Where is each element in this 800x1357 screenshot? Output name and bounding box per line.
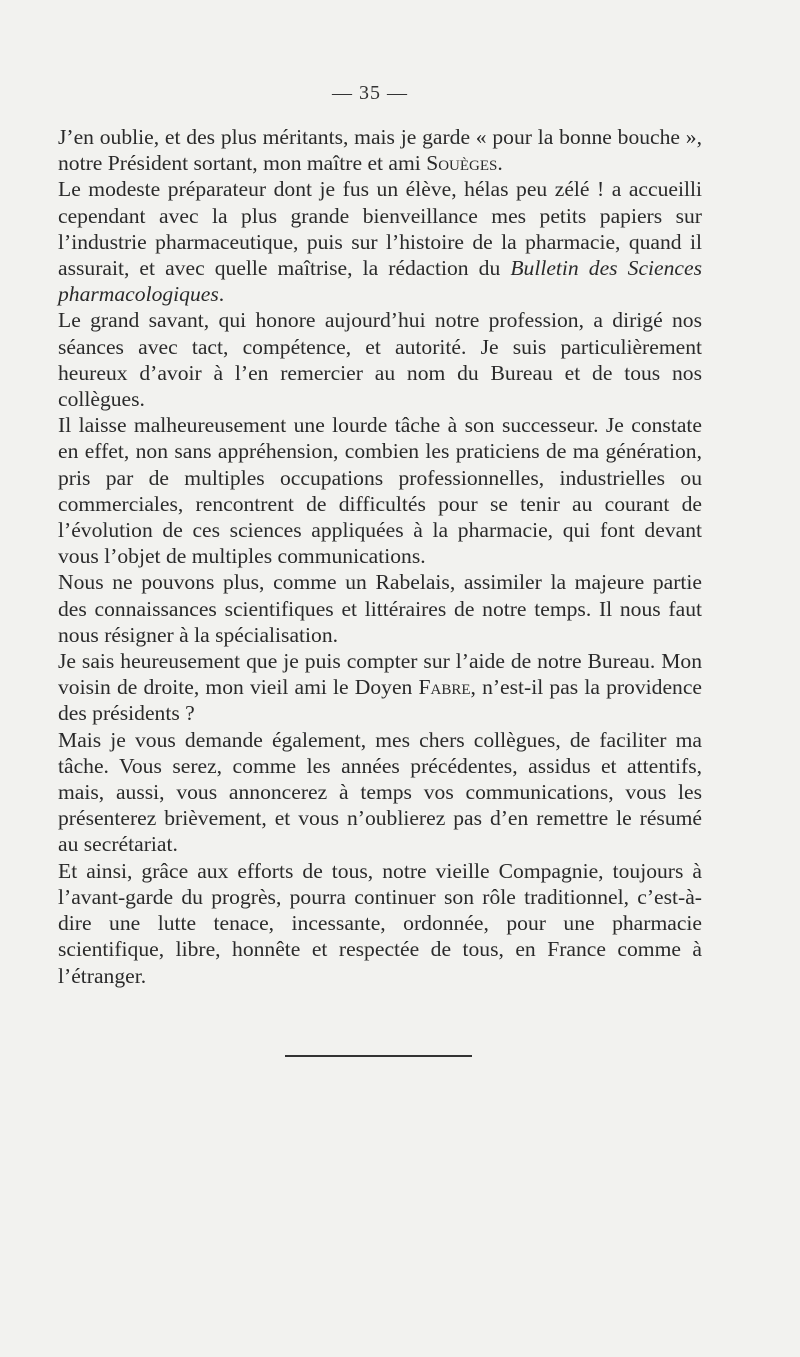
paragraph-8: Et ainsi, grâce aux efforts de tous, notre vieille Compagnie, toujours à l’avant-garde du progrès, pourra continuer son rôle traditionnel, c’est-à-dire une lutte tenace, incessante, ordonnée, pour une pharmacie scientifique, libre, honnête et respectée de tous, en France comme à l’étranger. <box>58 858 702 988</box>
body-text <box>58 124 702 989</box>
paragraph-6-end: , n’est-il pas la providence des présidents ? <box>58 675 702 726</box>
publication-title: Bulletin des Sciences pharmacologiques <box>58 256 702 307</box>
paragraph-2-text: Le modeste préparateur dont je fus un élève, hélas peu zélé ! a accueilli cependant avec la plus grande bienveillance mes petits papiers sur l’industrie pharmaceutique, puis sur l’histoire de la pharmacie, quand il assurait, et avec quelle maîtrise, la rédaction du <box>58 177 702 281</box>
paragraph-7: Mais je vous demande également, mes chers collègues, de faciliter ma tâche. Vous serez, comme les années précédentes, assidus et attentifs, mais, aussi, vous annoncerez à temps vos communications, vous les présenterez brièvement, et vous n’oublierez pas d’en remettre le résumé au secrétariat. <box>58 727 702 857</box>
paragraph-2 <box>58 176 702 307</box>
paragraph-2-end: . <box>218 282 225 307</box>
paragraph-1-end: . <box>497 151 503 176</box>
paragraph-6 <box>58 648 702 727</box>
end-rule <box>285 1055 472 1057</box>
paragraph-4: Il laisse malheureusement une lourde tâche à son successeur. Je constate en effet, non sans appréhension, combien les praticiens de ma génération, pris par de multiples occupations professionnelles, industrielles ou commerciales, rencontrent de difficultés pour se tenir au courant de l’évolution de ces sciences appliquées à la pharmacie, qui font devant vous l’objet de multiples communications. <box>58 413 702 569</box>
paragraph-6-text: Je sais heureusement que je puis compter sur l’aide de notre Bureau. Mon voisin de droite, mon vieil ami le Doyen <box>58 649 702 700</box>
page-number: — 35 — <box>332 82 408 104</box>
paragraph-1-text: J’en oublie, et des plus méritants, mais je garde « pour la bonne bouche », notre Président sortant, mon maître et ami <box>58 125 702 176</box>
person-name-soueges: Souèges <box>426 151 498 176</box>
paragraph-3: Le grand savant, qui honore aujourd’hui notre profession, a dirigé nos séances avec tact, compétence, et autorité. Je suis particulièrement heureux d’avoir à l’en remercier au nom du Bureau et de tous nos collègues. <box>58 308 702 412</box>
paragraph-5: Nous ne pouvons plus, comme un Rabelais, assimiler la majeure partie des connaissances scientifiques et littéraires de notre temps. Il nous faut nous résigner à la spécialisation. <box>58 570 702 647</box>
paragraph-1 <box>58 124 702 176</box>
person-name-fabre: Fabre <box>418 675 471 700</box>
